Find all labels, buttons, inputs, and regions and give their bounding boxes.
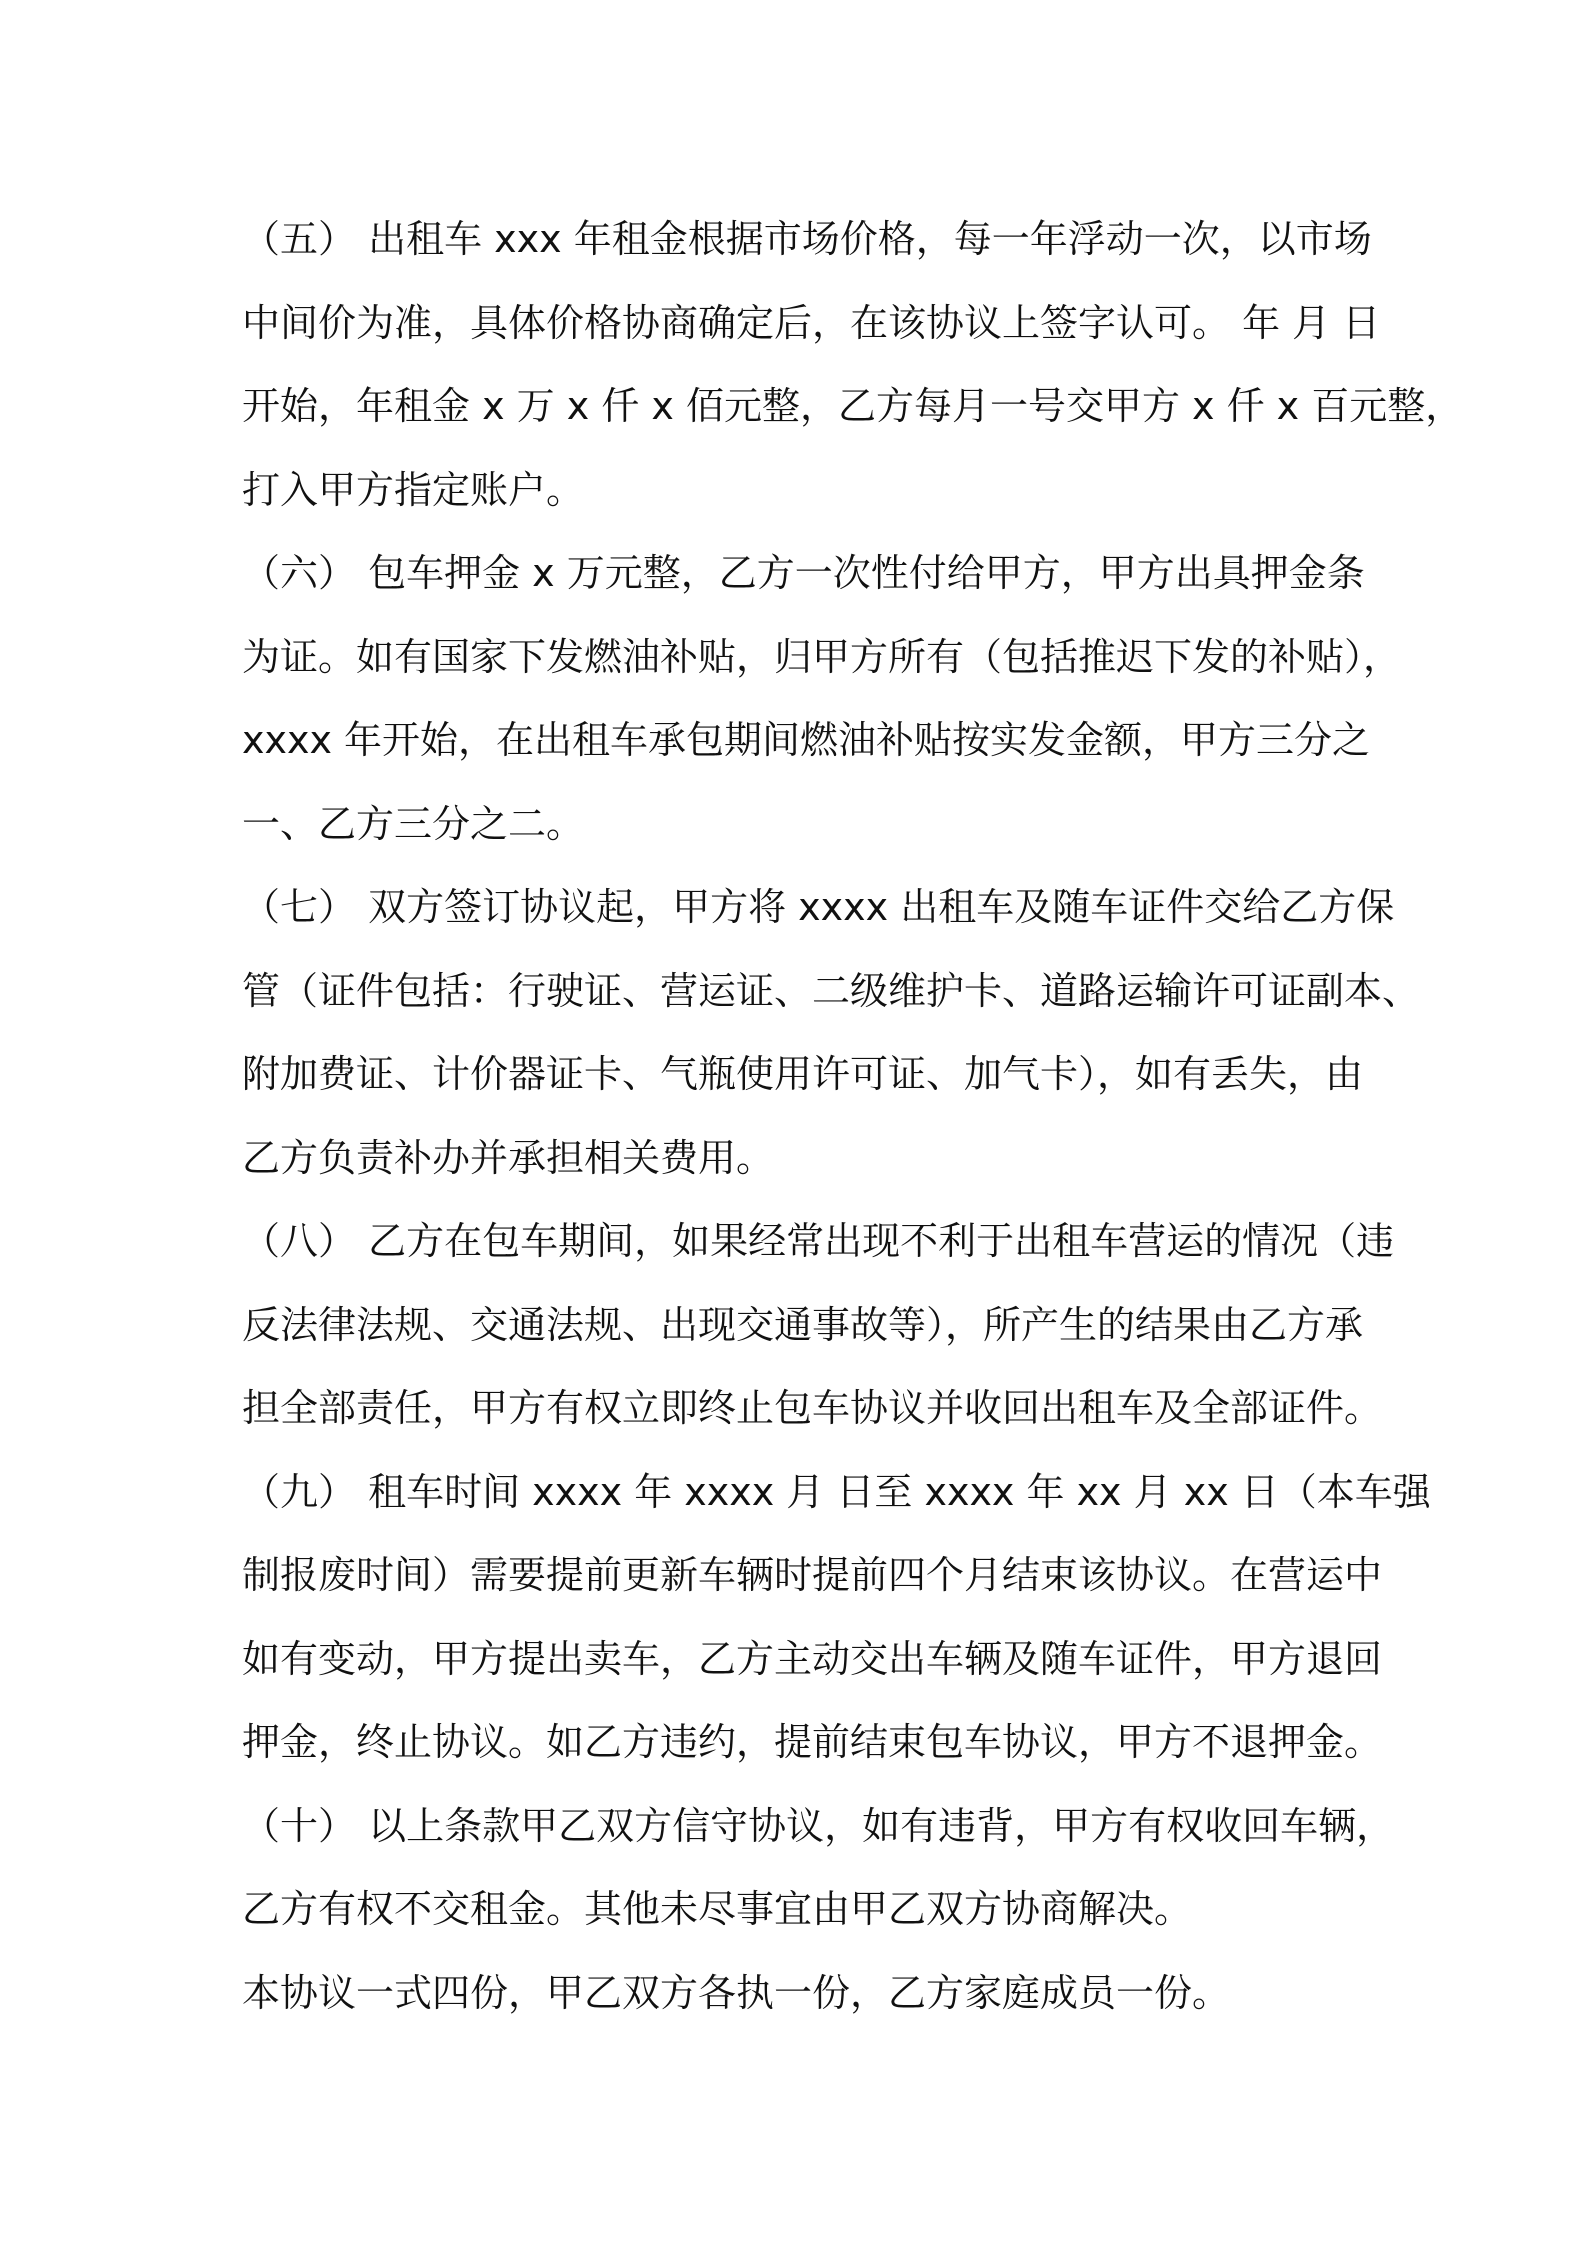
- text-line: 制报废时间）需要提前更新车辆时提前四个月结束该协议。在营运中: [242, 1553, 1383, 1597]
- clause-10-paragraph: [242, 1785, 1395, 1952]
- text-line: 反法律法规、交通法规、出现交通事故等），所产生的结果由乙方承: [242, 1302, 1364, 1347]
- text-line: 本协议一式四份，甲乙双方各执一份，乙方家庭成员一份。: [242, 1970, 1231, 2015]
- text-line: 担全部责任，甲方有权立即终止包车协议并收回出租车及全部证件。: [242, 1386, 1383, 1430]
- text-line: （九） 租车时间 xxxx 年 xxxx 月 日至 xxxx 年 xx 月 xx 日（本车强: [242, 1469, 1431, 1514]
- text-line: 中间价为准，具体价格协商确定后，在该协议上签字认可。 年 月 日: [242, 300, 1381, 345]
- text-line: xxxx 年开始，在出租车承包期间燃油补贴按实发金额，甲方三分之: [242, 718, 1371, 762]
- text-line: 附加费证、计价器证卡、气瓶使用许可证、加气卡），如有丢失，由: [242, 1052, 1364, 1096]
- text-line: （八） 乙方在包车期间，如果经常出现不利于出租车营运的情况（违: [242, 1219, 1395, 1263]
- text-line: 一、乙方三分之二。: [242, 801, 585, 846]
- text-line: 管（证件包括：行驶证、营运证、二级维护卡、道路运输许可证副本、: [242, 968, 1421, 1013]
- clause-6-paragraph: [242, 532, 1402, 866]
- clause-8-paragraph: [242, 1200, 1395, 1451]
- clause-9-paragraph: [242, 1451, 1431, 1785]
- closing-paragraph: [242, 1952, 1362, 2036]
- text-line: 打入甲方指定账户。: [242, 467, 585, 512]
- text-line: 乙方有权不交租金。其他未尽事宜由甲乙双方协商解决。: [242, 1887, 1193, 1931]
- text-line: 为证。如有国家下发燃油补贴，归甲方所有（包括推迟下发的补贴），: [242, 634, 1402, 679]
- clause-5-paragraph: [242, 198, 1464, 532]
- text-line: （七） 双方签订协议起，甲方将 xxxx 出租车及随车证件交给乙方保: [242, 885, 1395, 929]
- text-line: （六） 包车押金 x 万元整，乙方一次性付给甲方，甲方出具押金条: [242, 551, 1365, 595]
- text-line: 押金，终止协议。如乙方违约，提前结束包车协议，甲方不退押金。: [242, 1720, 1383, 1764]
- text-line: （十） 以上条款甲乙双方信守协议，如有违背，甲方有权收回车辆，: [242, 1803, 1395, 1848]
- document-body: [242, 198, 1464, 2035]
- text-line: 乙方负责补办并承担相关费用。: [242, 1135, 775, 1180]
- text-line: （五） 出租车 xxx 年租金根据市场价格，每一年浮动一次，以市场: [242, 217, 1372, 261]
- text-line: 如有变动，甲方提出卖车，乙方主动交出车辆及随车证件，甲方退回: [242, 1636, 1383, 1681]
- text-line: 开始，年租金 x 万 x 仟 x 佰元整，乙方每月一号交甲方 x 仟 x 百元整，: [242, 384, 1464, 428]
- clause-7-paragraph: [242, 866, 1421, 1200]
